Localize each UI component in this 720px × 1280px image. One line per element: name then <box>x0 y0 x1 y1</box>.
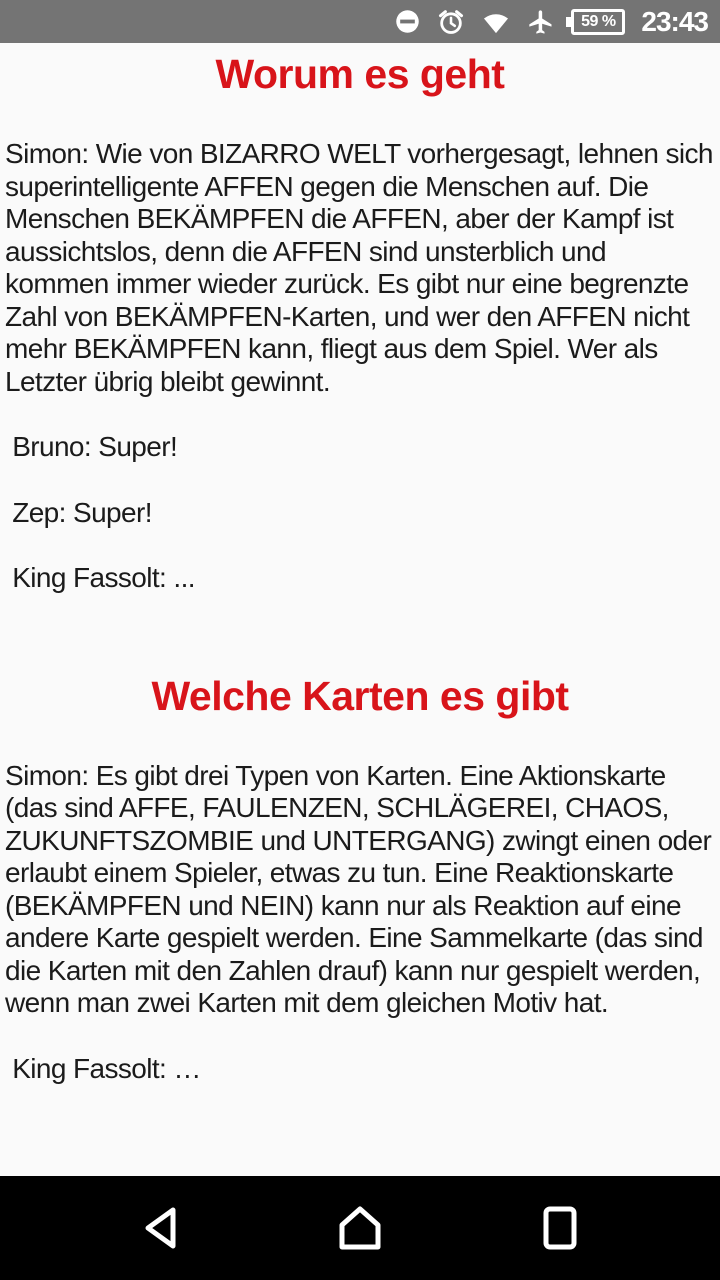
wifi-icon <box>481 8 511 35</box>
alarm-clock-icon <box>437 8 465 36</box>
back-button[interactable] <box>136 1204 184 1252</box>
do-not-disturb-icon <box>394 8 421 35</box>
navigation-bar <box>0 1176 720 1280</box>
paragraph-king-fassolt: King Fassolt: … <box>5 1052 201 1084</box>
recents-button[interactable] <box>536 1204 584 1252</box>
recents-icon <box>542 1205 578 1251</box>
back-icon <box>142 1206 178 1250</box>
battery-percent: 59 % <box>581 12 616 30</box>
section-heading: Worum es geht <box>215 51 505 97</box>
section-welche-karten <box>5 672 719 1086</box>
paragraph-simon-intro: Simon: Wie von BIZARRO WELT vorhergesagt, lehnen sich superintelligente AFFEN gegen die Menschen auf. Die Menschen BEKÄMPFEN die AFFEN, aber der Kampf ist aussichtslos, denn die AFFEN sind unsterblich und kommen immer wieder zurück. Es gibt nur eine begrenzte Zahl von BEKÄMPFEN-Karten, und wer den AFFEN nicht mehr BEKÄMPFEN kann, fliegt aus dem Spiel. Wer als Letzter übrig bleibt gewinnt. <box>5 138 720 397</box>
section-heading: Welche Karten es gibt <box>151 672 569 719</box>
home-icon <box>338 1205 382 1251</box>
battery-icon <box>571 9 625 35</box>
home-button[interactable] <box>336 1204 384 1252</box>
status-clock: 23:43 <box>641 5 708 37</box>
section-worum-es-geht <box>5 51 720 595</box>
paragraph-simon-cards: Simon: Es gibt drei Typen von Karten. Eine Aktionskarte (das sind AFFE, FAULENZEN, SCHLÄGEREI, CHAOS, ZUKUNFTSZOMBIE und UNTERGANG) zwingt einen oder erlaubt einem Spieler, etwas zu tun. Eine Reaktionskarte (BEKÄMPFEN und NEIN) kann nur als Reaktion auf eine andere Karte gespielt werden. Eine Sammelkarte (das sind die Karten mit den Zahlen drauf) kann nur gespielt werden, wenn man zwei Karten mit dem gleichen Motiv hat. <box>5 759 719 1018</box>
paragraph-bruno: Bruno: Super! <box>5 431 178 462</box>
rules-scroll-area[interactable] <box>0 43 720 1176</box>
paragraph-king-fassolt: King Fassolt: ... <box>5 562 195 593</box>
airplane-mode-icon <box>527 8 555 36</box>
status-bar <box>0 0 720 43</box>
paragraph-zep: Zep: Super! <box>5 496 152 528</box>
